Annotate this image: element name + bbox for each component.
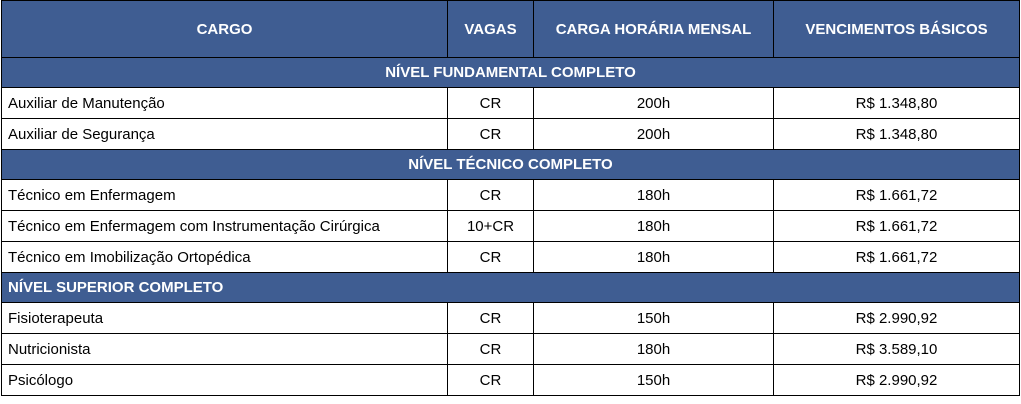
cell-cargo: Fisioterapeuta xyxy=(2,303,448,334)
cell-carga: 150h xyxy=(534,365,774,396)
cell-vencimento: R$ 1.661,72 xyxy=(774,211,1020,242)
cell-vencimento: R$ 2.990,92 xyxy=(774,303,1020,334)
cell-vagas: CR xyxy=(448,88,534,119)
cell-carga: 200h xyxy=(534,119,774,150)
cell-vagas: CR xyxy=(448,334,534,365)
table-row xyxy=(2,242,1020,273)
cell-cargo: Auxiliar de Segurança xyxy=(2,119,448,150)
header-vencimentos: VENCIMENTOS BÁSICOS xyxy=(774,1,1020,58)
cell-carga: 200h xyxy=(534,88,774,119)
cell-vencimento: R$ 1.348,80 xyxy=(774,88,1020,119)
cell-carga: 180h xyxy=(534,334,774,365)
table-row xyxy=(2,211,1020,242)
cell-cargo: Técnico em Imobilização Ortopédica xyxy=(2,242,448,273)
section-row-fundamental xyxy=(2,58,1020,88)
positions-table xyxy=(1,0,1020,396)
cell-cargo: Auxiliar de Manutenção xyxy=(2,88,448,119)
section-title: NÍVEL FUNDAMENTAL COMPLETO xyxy=(2,58,1020,88)
cell-vencimento: R$ 2.990,92 xyxy=(774,365,1020,396)
cell-cargo: Técnico em Enfermagem com Instrumentação Cirúrgica xyxy=(2,211,448,242)
section-title: NÍVEL TÉCNICO COMPLETO xyxy=(2,150,1020,180)
header-carga-horaria: CARGA HORÁRIA MENSAL xyxy=(534,1,774,58)
cell-cargo: Psicólogo xyxy=(2,365,448,396)
cell-vagas: 10+CR xyxy=(448,211,534,242)
section-title: NÍVEL SUPERIOR COMPLETO xyxy=(2,273,1020,303)
cell-vencimento: R$ 1.661,72 xyxy=(774,180,1020,211)
table-row xyxy=(2,119,1020,150)
header-vagas: VAGAS xyxy=(448,1,534,58)
cell-vagas: CR xyxy=(448,180,534,211)
cell-vencimento: R$ 1.661,72 xyxy=(774,242,1020,273)
section-row-tecnico xyxy=(2,150,1020,180)
cell-cargo: Técnico em Enfermagem xyxy=(2,180,448,211)
cell-carga: 150h xyxy=(534,303,774,334)
table-row xyxy=(2,334,1020,365)
cell-carga: 180h xyxy=(534,242,774,273)
table-row xyxy=(2,88,1020,119)
cell-cargo: Nutricionista xyxy=(2,334,448,365)
cell-vagas: CR xyxy=(448,303,534,334)
table-header-row xyxy=(2,1,1020,58)
cell-vencimento: R$ 1.348,80 xyxy=(774,119,1020,150)
table-row xyxy=(2,365,1020,396)
table-row xyxy=(2,303,1020,334)
section-row-superior xyxy=(2,273,1020,303)
cell-vencimento: R$ 3.589,10 xyxy=(774,334,1020,365)
cell-vagas: CR xyxy=(448,365,534,396)
cell-carga: 180h xyxy=(534,211,774,242)
cell-carga: 180h xyxy=(534,180,774,211)
cell-vagas: CR xyxy=(448,119,534,150)
table-row xyxy=(2,180,1020,211)
header-cargo: CARGO xyxy=(2,1,448,58)
cell-vagas: CR xyxy=(448,242,534,273)
